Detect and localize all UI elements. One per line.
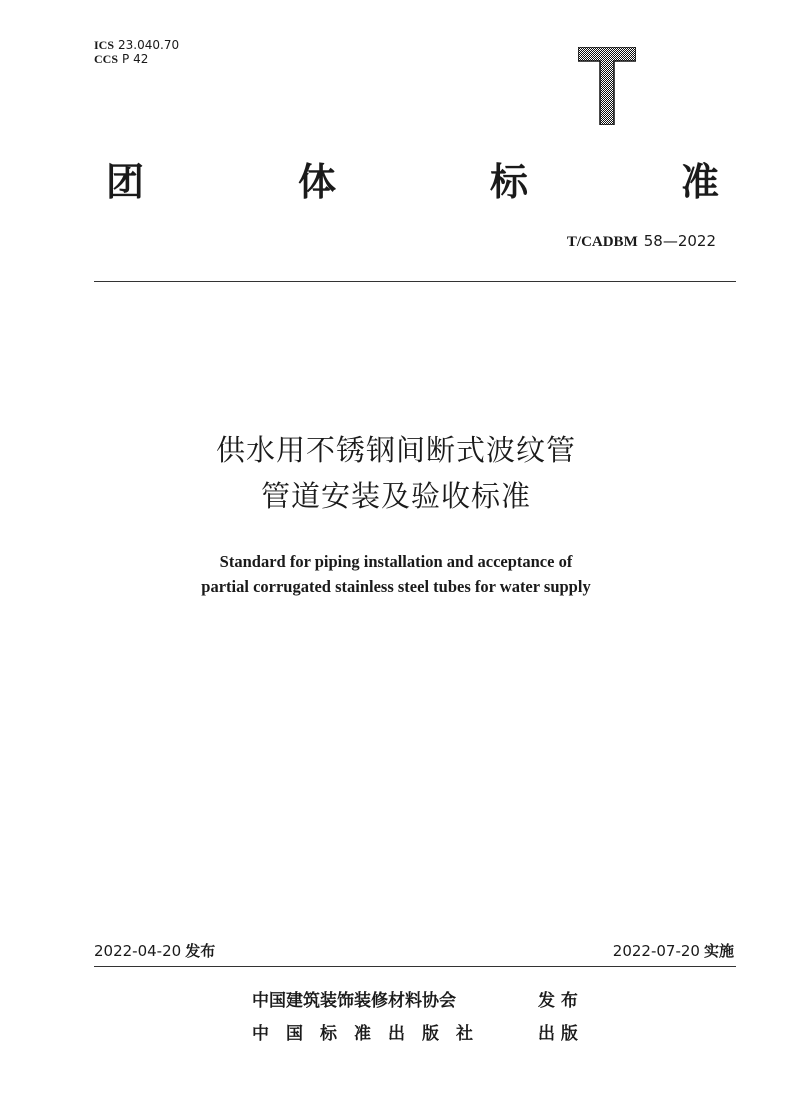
header-char-2: 体 [298, 160, 337, 204]
t-standard-mark [578, 47, 636, 125]
standard-year: 58—2022 [643, 232, 716, 250]
header-char-4: 准 [681, 160, 720, 204]
title-zh-line2: 管道安装及验收标准 [260, 479, 531, 513]
implement-date-value: 2022-07-20 [612, 942, 700, 960]
standard-number [567, 232, 716, 251]
title-en-line1: Standard for piping installation and acceptance of [219, 552, 573, 571]
issuer-name: 中国建筑装饰装修材料协会 [252, 991, 456, 1011]
issue-date [94, 940, 215, 962]
header-char-1: 团 [106, 160, 145, 204]
top-divider [94, 281, 736, 282]
ccs-code [94, 52, 148, 66]
issue-date-value: 2022-04-20 [94, 942, 182, 960]
title-zh-line1: 供水用不锈钢间断式波纹管 [215, 433, 576, 467]
implement-label: 实施 [703, 942, 734, 960]
title-en-line2: partial corrugated stainless steel tubes for water supply [201, 577, 591, 596]
ics-value: 23.040.70 [118, 38, 180, 52]
standard-prefix: T/CADBM [566, 234, 638, 250]
press-name: 中 国 标 准 出 版 社 [252, 1024, 473, 1044]
bottom-divider [94, 966, 736, 967]
t-mark-letter: T [606, 117, 608, 118]
ccs-value: P 42 [122, 52, 149, 66]
ics-code [94, 38, 179, 52]
implement-date [613, 940, 734, 962]
header-char-3: 标 [490, 160, 529, 204]
issuer-action: 发 布 [538, 991, 578, 1011]
issue-label: 发布 [185, 942, 216, 960]
press-action: 出 版 [538, 1024, 578, 1044]
ccs-label: CCS [94, 52, 119, 66]
ics-label: ICS [94, 38, 115, 52]
